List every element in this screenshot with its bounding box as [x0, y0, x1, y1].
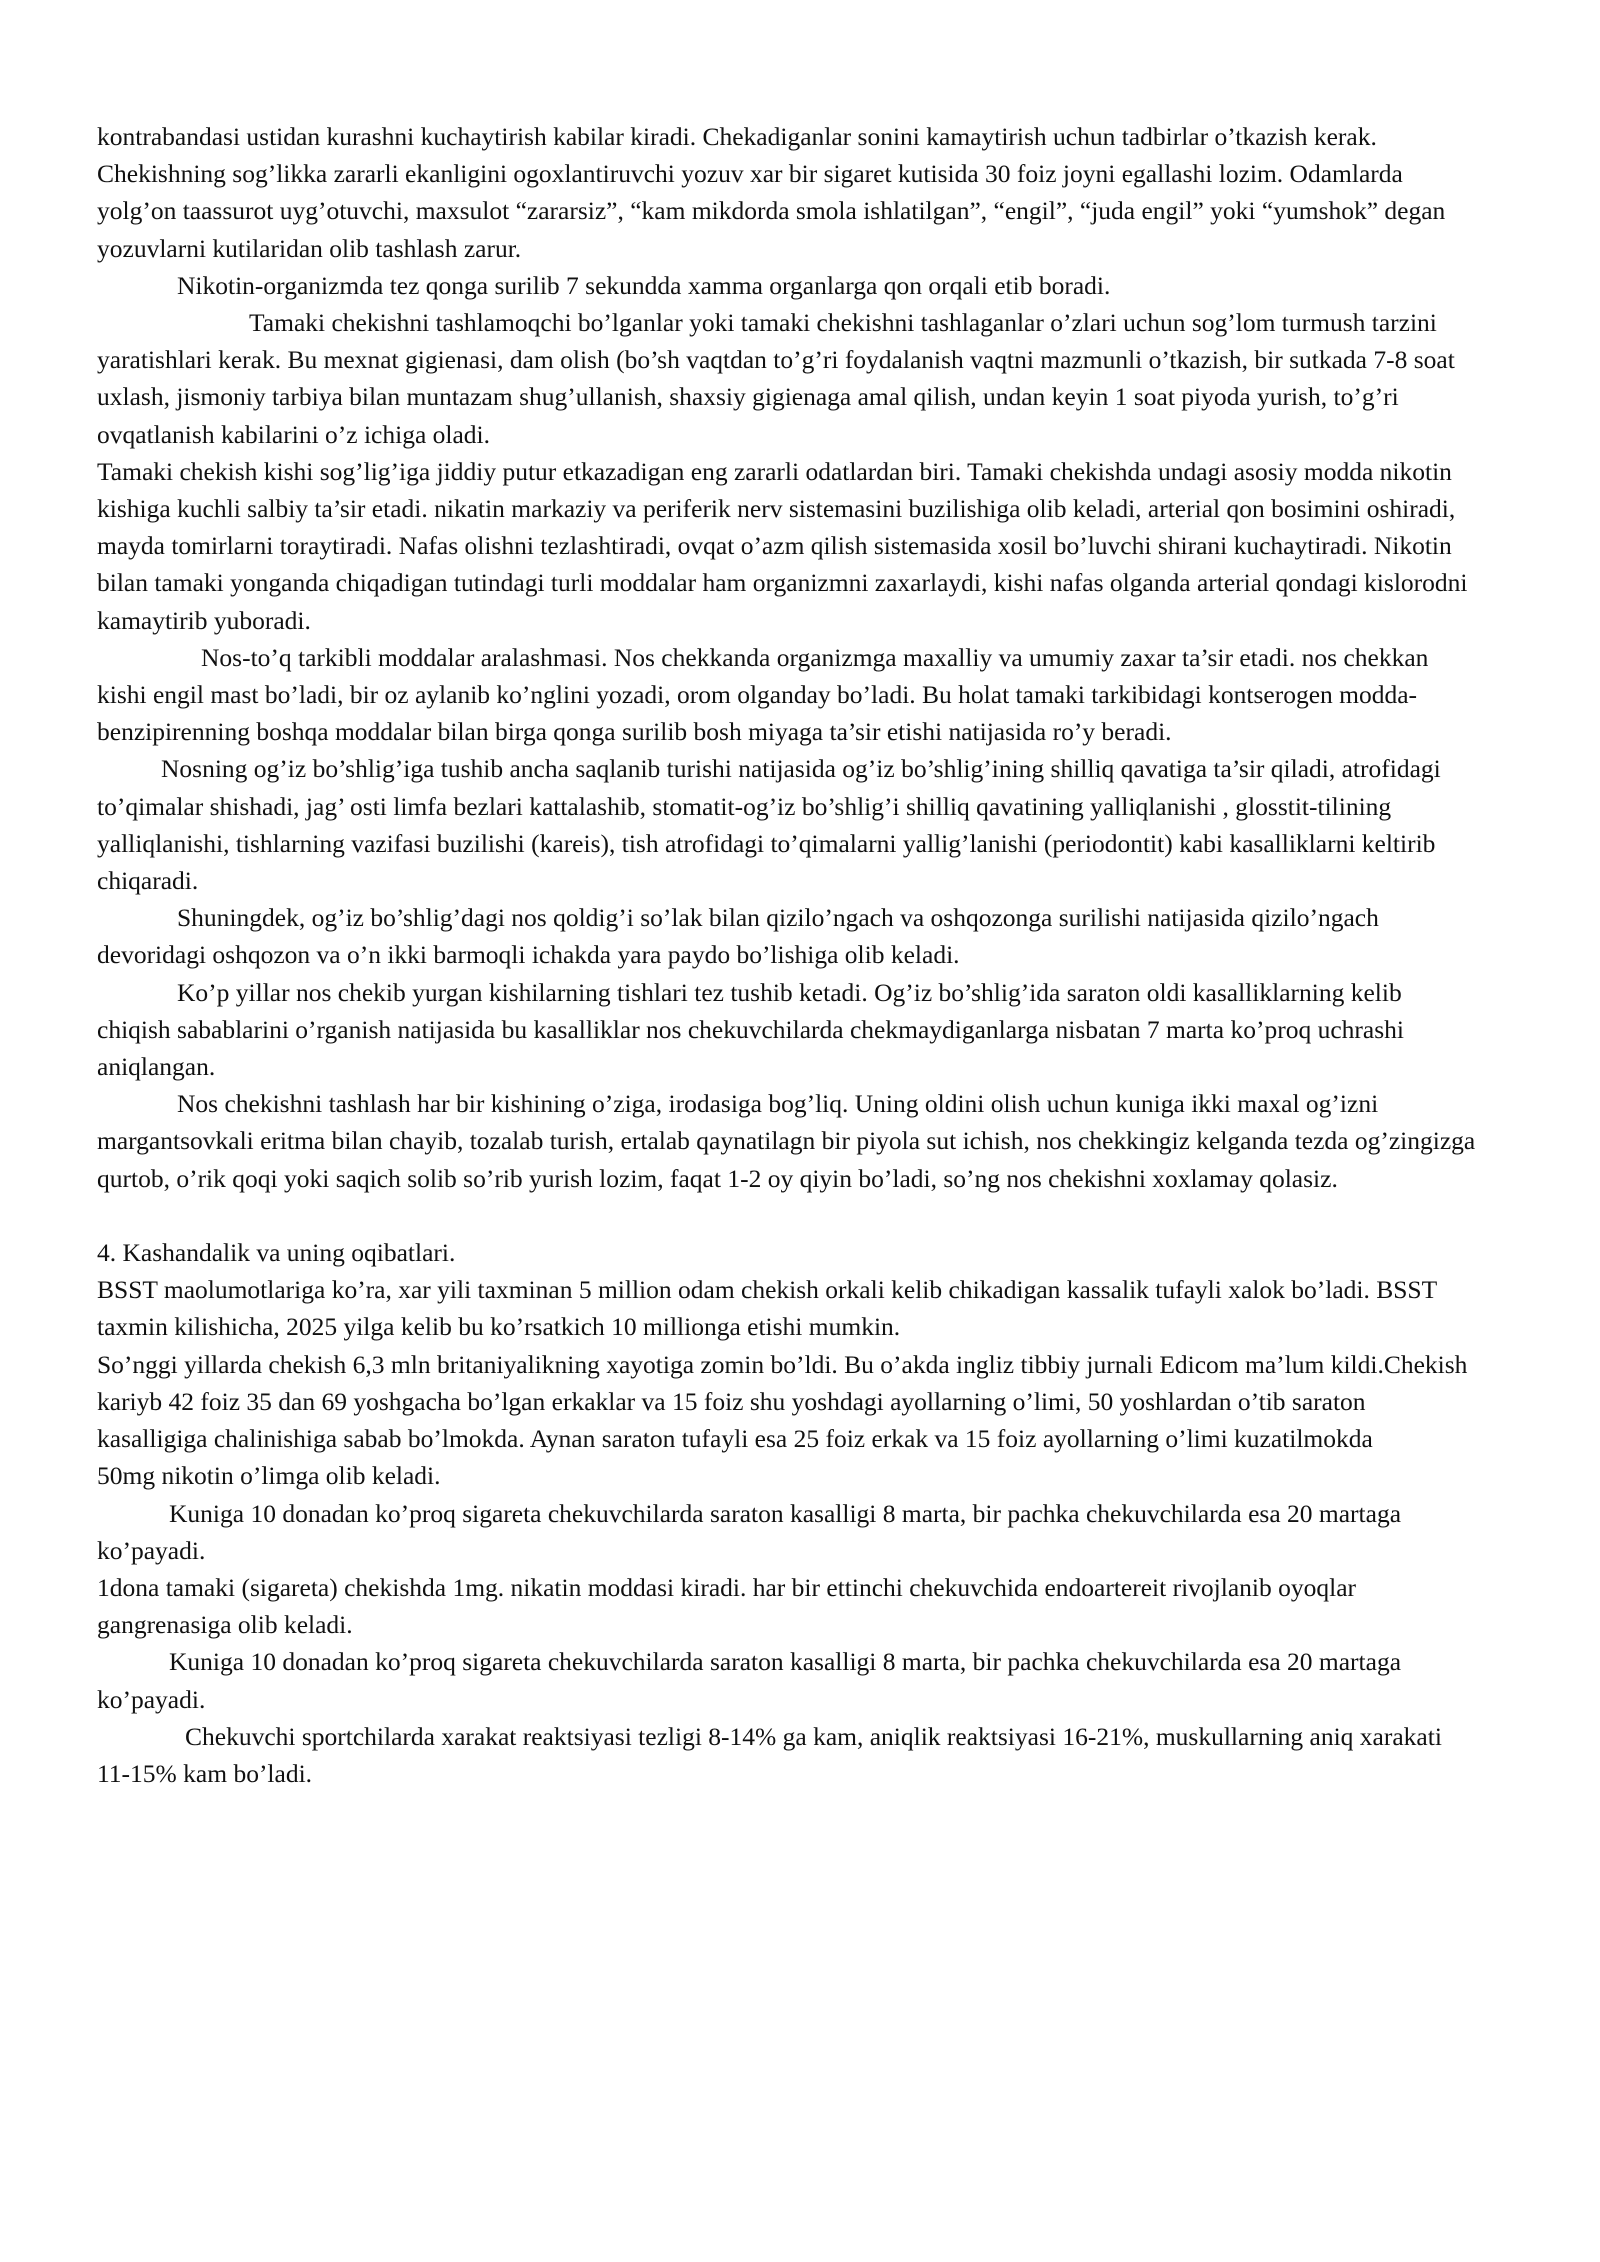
- paragraph: Tamaki chekishni tashlamoqchi bo’lganlar yoki tamaki chekishni tashlaganlar o’zlari uchun sog’lom turmush tarzini yaratishlari kerak. Bu mexnat gigienasi, dam olish (bo’sh vaqtdan to’g’ri foydalanish vaqtni mazmunli o’tkazish, bir sutkada 7-8 soat uxlash, jismoniy tarbiya bilan muntazam shug’ullanish, shaxsiy gigienaga amal qilish, undan keyin 1 soat piyoda yurish, to’g’ri ovqatlanish kabilarini o’z ichiga oladi.: [97, 308, 1455, 449]
- paragraph: Kuniga 10 donadan ko’proq sigareta chekuvchilarda saraton kasalligi 8 marta, bir pachka chekuvchilarda esa 20 martaga ko’payadi.: [97, 1498, 1402, 1565]
- paragraph: Nosning og’iz bo’shlig’iga tushib ancha saqlanib turishi natijasida og’iz bo’shlig’ining shilliq qavatiga ta’sir qiladi, atrofidagi to’qimalar shishadi, jag’ osti limfa bezlari kattalashib, stomatit-og’iz bo’shlig’i shilliq qavatining yalliqlanishi , glosstit-tilining yalliqlanishi, tishlarning vazifasi buzilishi (kareis), tish atrofidagi to’qimalarni yallig’lanishi (periodontit) kabi kasalliklarni keltirib chiqaradi.: [97, 754, 1441, 896]
- paragraph: kontrabandasi ustidan kurashni kuchaytirish kabilar kiradi. Chekadiganlar sonini kamaytirish uchun tadbirlar o’tkazish kerak. Chekishning sog’likka zararli ekanligini ogoxlantiruvchi yozuv xar bir sigaret kutisida 30 foiz joyni egallashi lozim. Odamlarda yolg’on taassurot uyg’otuvchi, maxsulot “zararsiz”, “kam mikdorda smola ishlatilgan”, “engil”, “juda engil” yoki “yumshok” degan yozuvlarni kutilaridan olib tashlash zarur.: [97, 122, 1446, 263]
- section-heading: 4. Kashandalik va uning oqibatlari.: [97, 1238, 456, 1268]
- paragraph: 50mg nikotin o’limga olib keladi.: [97, 1461, 441, 1491]
- paragraph: Ko’p yillar nos chekib yurgan kishilarning tishlari tez tushib ketadi. Og’iz bo’shlig’ida saraton oldi kasalliklarning kelib chiqish sabablarini o’rganish natijasida bu kasalliklar nos chekuvchilarda chekmaydiganlarga nisbatan 7 marta ko’proq uchrashi aniqlangan.: [97, 977, 1404, 1082]
- paragraph: Chekuvchi sportchilarda xarakat reaktsiyasi tezligi 8-14% ga kam, aniqlik reaktsiyasi 16-21%, muskullarning aniq xarakati 11-15% kam bo’ladi.: [97, 1721, 1442, 1788]
- blank-line: [97, 1197, 1477, 1234]
- paragraph: BSST maolumotlariga ko’ra, xar yili taxminan 5 million odam chekish orkali kelib chikadigan kassalik tufayli xalok bo’ladi. BSST taxmin kilishicha, 2025 yilga kelib bu ko’rsatkich 10 millionga etishi mumkin.: [97, 1275, 1437, 1342]
- paragraph: So’nggi yillarda chekish 6,3 mln britaniyalikning xayotiga zomin bo’ldi. Bu o’akda ingliz tibbiy jurnali Edicom ma’lum kildi.Chekish kariyb 42 foiz 35 dan 69 yoshgacha bo’lgan erkaklar va 15 foiz shu yoshdagi ayollarning o’limi, 50 yoshlardan o’tib saraton kasalligiga chalinishiga sabab bo’lmokda. Aynan saraton tufayli esa 25 foiz erkak va 15 foiz ayollarning o’limi kuzatilmokda: [97, 1349, 1468, 1454]
- paragraph: Nos-to’q tarkibli moddalar aralashmasi. Nos chekkanda organizmga maxalliy va umumiy zaxar ta’sir etadi. nos chekkan kishi engil mast bo’ladi, bir oz aylanib ko’nglini yozadi, orom olganday bo’ladi. Bu holat tamaki tarkibidagi kontserogen modda-benzipirenning boshqa moddalar bilan birga qonga surilib bosh miyaga ta’sir etishi natijasida ro’y beradi.: [97, 642, 1429, 747]
- paragraph: Kuniga 10 donadan ko’proq sigareta chekuvchilarda saraton kasalligi 8 marta, bir pachka chekuvchilarda esa 20 martaga ko’payadi.: [97, 1647, 1402, 1714]
- paragraph: Tamaki chekish kishi sog’lig’iga jiddiy putur etkazadigan eng zararli odatlardan biri. Tamaki chekishda undagi asosiy modda nikotin kishiga kuchli salbiy ta’sir etadi. nikatin markaziy va periferik nerv sistemasini buzilishiga olib keladi, arterial qon bosimini oshiradi, mayda tomirlarni toraytiradi. Nafas olishni tezlashtiradi, ovqat o’azm qilish sistemasida xosil bo’luvchi shirani kuchaytiradi. Nikotin bilan tamaki yonganda chiqadigan tutindagi turli moddalar ham organizmni zaxarlaydi, kishi nafas olganda arterial qondagi kislorodni kamaytirib yuboradi.: [97, 456, 1468, 635]
- paragraph: Nos chekishni tashlash har bir kishining o’ziga, irodasiga bog’liq. Uning oldini olish uchun kuniga ikki maxal og’izni margantsovkali eritma bilan chayib, tozalab turish, ertalab qaynatilagn bir piyola sut ichish, nos chekkingiz kelganda tezda og’zingizga qurtob, o’rik qoqi yoki saqich solib so’rib yurish lozim, faqat 1-2 oy qiyin bo’ladi, so’ng nos chekishni xoxlamay qolasiz.: [97, 1089, 1476, 1193]
- document-body: [97, 118, 1477, 1792]
- paragraph: Shuningdek, og’iz bo’shlig’dagi nos qoldig’i so’lak bilan qizilo’ngach va oshqozonga surilishi natijasida qizilo’ngach devoridagi oshqozon va o’n ikki barmoqli ichakda yara paydo bo’lishiga olib keladi.: [97, 903, 1379, 970]
- paragraph: 1dona tamaki (sigareta) chekishda 1mg. nikatin moddasi kiradi. har bir ettinchi chekuvchida endoartereit rivojlanib oyoqlar gangrenasiga olib keladi.: [97, 1572, 1357, 1640]
- paragraph: Nikotin-organizmda tez qonga surilib 7 sekundda xamma organlarga qon orqali etib boradi.: [177, 270, 1111, 300]
